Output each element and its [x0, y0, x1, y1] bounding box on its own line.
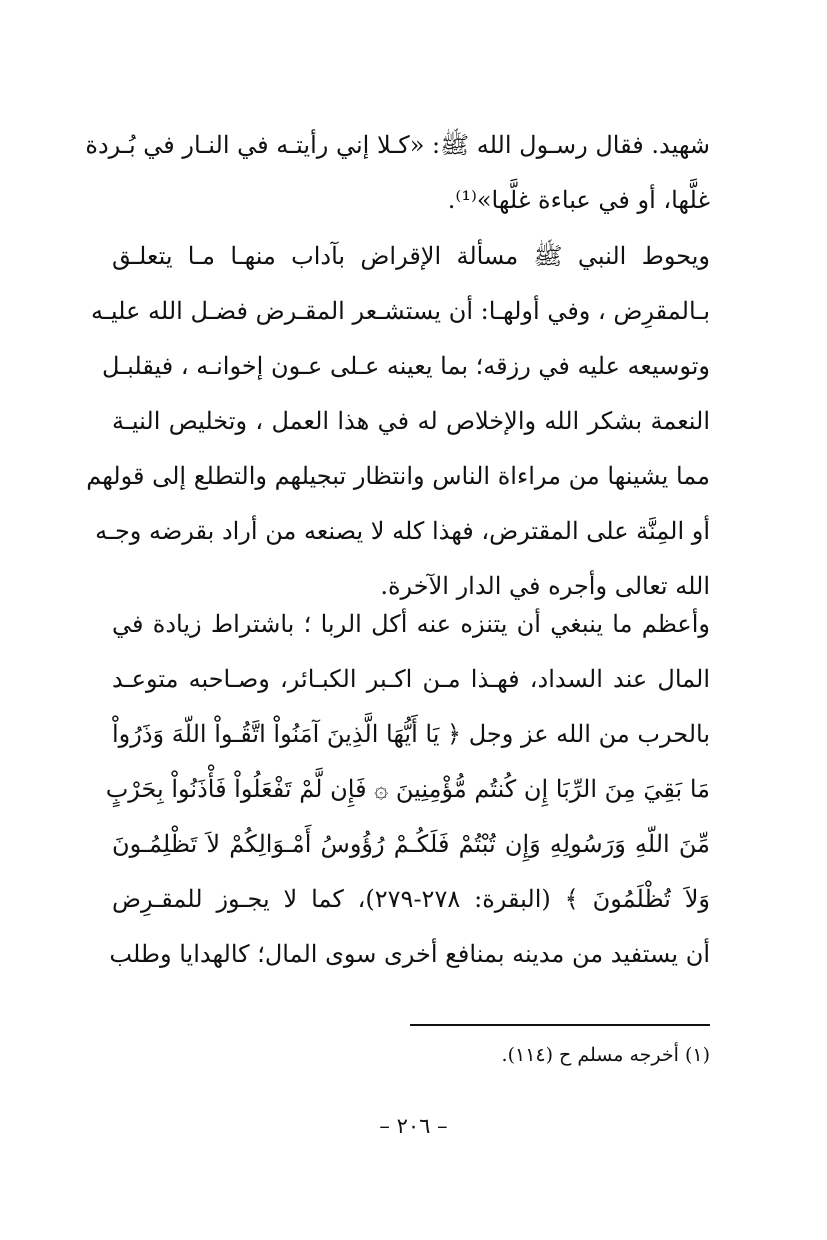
text-line: بالحرب من الله عز وجل ﴿ يَا أَيُّهَا الَّذِينَ آمَنُواْ اتَّقُـواْ اللّهَ وَذَرُواْ — [112, 720, 710, 748]
text-line: وتوسيعه عليه في رزقه؛ بما يعينه عـلى عـون إخوانـه ، فيقلبـل — [101, 352, 710, 380]
page-number: – ٢٠٦ – — [379, 1114, 448, 1138]
paragraph-2 — [86, 229, 710, 614]
text-line: أو المِنَّة على المقترض، فهذا كله لا يصنعه من أراد بقرضه وجـه — [95, 517, 710, 545]
paragraph-3 — [105, 597, 711, 982]
text-line: غلَّها، أو في عباءة غلَّها»⁽¹⁾. — [447, 186, 710, 214]
text-line: ويحوط النبي ﷺ مسألة الإقراض بآداب منهـا مـا يتعلـق — [112, 242, 710, 270]
text-line: النعمة بشكر الله والإخلاص له في هذا العمل ، وتخليص النيـة — [112, 407, 710, 435]
paragraph-1 — [85, 118, 710, 228]
footnote: (١) أخرجه مسلم ح (١١٤). — [501, 1044, 710, 1066]
text-line: المال عند السداد، فهـذا مـن اكـبر الكبـائر، وصـاحبه متوعـد — [112, 665, 710, 693]
text-line: مَا بَقِيَ مِنَ الرِّبَا إِن كُنتُم مُّؤْمِنِينَ ۞ فَإِن لَّمْ تَفْعَلُواْ فَأْذَنُواْ بِحَرْبٍ — [105, 775, 710, 803]
footnote-divider — [410, 1024, 710, 1026]
text-line: وأعظم ما ينبغي أن يتنزه عنه أكل الربا ؛ باشتراط زيادة في — [112, 610, 710, 638]
text-line: شهيد. فقال رسـول الله ﷺ: «كـلا إني رأيتـه في النـار في بُـردة — [85, 131, 710, 159]
text-line: أن يستفيد من مدينه بمنافع أخرى سوى المال؛ كالهدايا وطلب — [109, 940, 710, 968]
text-line: بـالمقرِض ، وفي أولهـا: أن يستشـعر المقـرض فضـل الله عليـه — [90, 297, 710, 325]
text-line: وَلاَ تُظْلَمُونَ ﴾ (البقرة: ٢٧٨-٢٧٩)، كما لا يجـوز للمقـرِض — [112, 885, 710, 913]
text-line: مِّنَ اللّهِ وَرَسُولِهِ وَإِن تُبْتُمْ فَلَكُـمْ رُؤُوسُ أَمْـوَالِكُمْ لاَ تَظْلِمُـونَ — [112, 830, 711, 858]
text-line: الله تعالى وأجره في الدار الآخرة. — [380, 572, 710, 600]
text-line: مما يشينها من مراءاة الناس وانتظار تبجيلهم والتطلع إلى قولهم — [86, 462, 710, 490]
